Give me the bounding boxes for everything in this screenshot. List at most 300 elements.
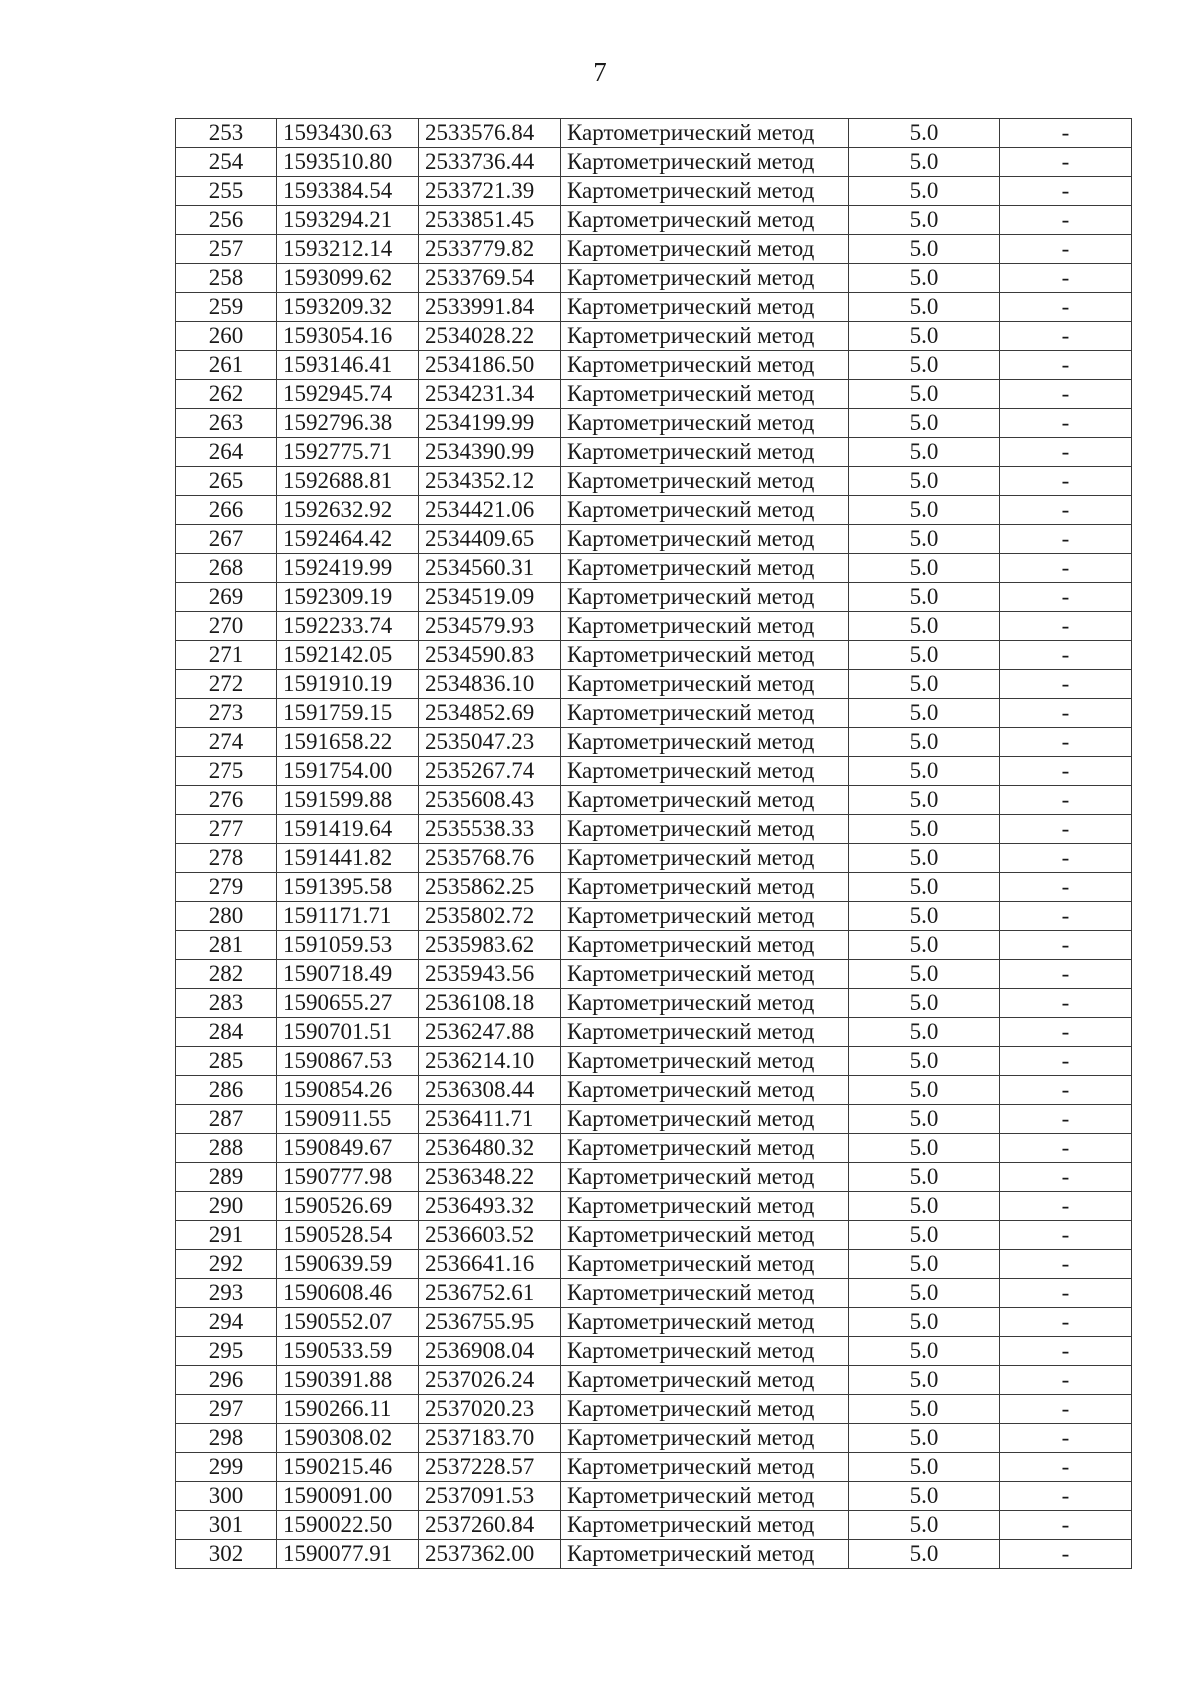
coordinate-x-cell: 1591171.71 bbox=[277, 902, 419, 931]
point-number-cell: 291 bbox=[176, 1221, 277, 1250]
method-cell: Картометрический метод bbox=[561, 322, 849, 351]
coordinate-x-cell: 1590608.46 bbox=[277, 1279, 419, 1308]
method-cell: Картометрический метод bbox=[561, 1163, 849, 1192]
method-cell: Картометрический метод bbox=[561, 438, 849, 467]
table-row bbox=[176, 409, 1132, 438]
description-cell: - bbox=[1000, 1395, 1132, 1424]
coordinate-y-cell: 2537026.24 bbox=[419, 1366, 561, 1395]
description-cell: - bbox=[1000, 1453, 1132, 1482]
accuracy-cell: 5.0 bbox=[849, 235, 1000, 264]
method-cell: Картометрический метод bbox=[561, 467, 849, 496]
point-number-cell: 298 bbox=[176, 1424, 277, 1453]
point-number-cell: 268 bbox=[176, 554, 277, 583]
coordinate-x-cell: 1593510.80 bbox=[277, 148, 419, 177]
accuracy-cell: 5.0 bbox=[849, 670, 1000, 699]
method-cell: Картометрический метод bbox=[561, 1366, 849, 1395]
point-number-cell: 256 bbox=[176, 206, 277, 235]
accuracy-cell: 5.0 bbox=[849, 1047, 1000, 1076]
method-cell: Картометрический метод bbox=[561, 496, 849, 525]
coordinate-y-cell: 2535047.23 bbox=[419, 728, 561, 757]
coordinate-x-cell: 1592142.05 bbox=[277, 641, 419, 670]
coordinate-x-cell: 1590526.69 bbox=[277, 1192, 419, 1221]
coordinate-x-cell: 1593212.14 bbox=[277, 235, 419, 264]
accuracy-cell: 5.0 bbox=[849, 119, 1000, 148]
method-cell: Картометрический метод bbox=[561, 989, 849, 1018]
coordinate-x-cell: 1590091.00 bbox=[277, 1482, 419, 1511]
description-cell: - bbox=[1000, 1250, 1132, 1279]
method-cell: Картометрический метод bbox=[561, 1105, 849, 1134]
point-number-cell: 267 bbox=[176, 525, 277, 554]
coordinate-x-cell: 1591395.58 bbox=[277, 873, 419, 902]
coordinate-x-cell: 1591759.15 bbox=[277, 699, 419, 728]
description-cell: - bbox=[1000, 177, 1132, 206]
accuracy-cell: 5.0 bbox=[849, 1395, 1000, 1424]
point-number-cell: 254 bbox=[176, 148, 277, 177]
coordinate-x-cell: 1590552.07 bbox=[277, 1308, 419, 1337]
point-number-cell: 302 bbox=[176, 1540, 277, 1569]
table-row bbox=[176, 525, 1132, 554]
point-number-cell: 296 bbox=[176, 1366, 277, 1395]
method-cell: Картометрический метод bbox=[561, 1308, 849, 1337]
method-cell: Картометрический метод bbox=[561, 409, 849, 438]
table-row bbox=[176, 1105, 1132, 1134]
method-cell: Картометрический метод bbox=[561, 1076, 849, 1105]
method-cell: Картометрический метод bbox=[561, 699, 849, 728]
table-row bbox=[176, 989, 1132, 1018]
accuracy-cell: 5.0 bbox=[849, 1366, 1000, 1395]
coordinate-y-cell: 2536493.32 bbox=[419, 1192, 561, 1221]
coordinate-y-cell: 2533721.39 bbox=[419, 177, 561, 206]
point-number-cell: 266 bbox=[176, 496, 277, 525]
accuracy-cell: 5.0 bbox=[849, 1163, 1000, 1192]
accuracy-cell: 5.0 bbox=[849, 1250, 1000, 1279]
accuracy-cell: 5.0 bbox=[849, 1308, 1000, 1337]
coordinate-y-cell: 2536752.61 bbox=[419, 1279, 561, 1308]
coordinate-y-cell: 2534852.69 bbox=[419, 699, 561, 728]
accuracy-cell: 5.0 bbox=[849, 583, 1000, 612]
method-cell: Картометрический метод bbox=[561, 351, 849, 380]
page-number: 7 bbox=[593, 57, 607, 87]
point-number-cell: 287 bbox=[176, 1105, 277, 1134]
description-cell: - bbox=[1000, 844, 1132, 873]
coordinates-table-body bbox=[176, 119, 1132, 1569]
description-cell: - bbox=[1000, 1163, 1132, 1192]
point-number-cell: 258 bbox=[176, 264, 277, 293]
description-cell: - bbox=[1000, 1134, 1132, 1163]
method-cell: Картометрический метод bbox=[561, 1047, 849, 1076]
accuracy-cell: 5.0 bbox=[849, 293, 1000, 322]
method-cell: Картометрический метод bbox=[561, 235, 849, 264]
table-row bbox=[176, 1221, 1132, 1250]
coordinate-x-cell: 1591599.88 bbox=[277, 786, 419, 815]
coordinate-y-cell: 2537183.70 bbox=[419, 1424, 561, 1453]
point-number-cell: 279 bbox=[176, 873, 277, 902]
coordinate-x-cell: 1590655.27 bbox=[277, 989, 419, 1018]
table-row bbox=[176, 873, 1132, 902]
point-number-cell: 277 bbox=[176, 815, 277, 844]
accuracy-cell: 5.0 bbox=[849, 467, 1000, 496]
table-row bbox=[176, 1047, 1132, 1076]
coordinate-y-cell: 2536755.95 bbox=[419, 1308, 561, 1337]
description-cell: - bbox=[1000, 438, 1132, 467]
point-number-cell: 289 bbox=[176, 1163, 277, 1192]
coordinate-x-cell: 1590077.91 bbox=[277, 1540, 419, 1569]
table-row bbox=[176, 612, 1132, 641]
coordinate-y-cell: 2534560.31 bbox=[419, 554, 561, 583]
method-cell: Картометрический метод bbox=[561, 293, 849, 322]
table-row bbox=[176, 438, 1132, 467]
accuracy-cell: 5.0 bbox=[849, 989, 1000, 1018]
accuracy-cell: 5.0 bbox=[849, 525, 1000, 554]
coordinate-x-cell: 1590854.26 bbox=[277, 1076, 419, 1105]
accuracy-cell: 5.0 bbox=[849, 641, 1000, 670]
coordinate-y-cell: 2536308.44 bbox=[419, 1076, 561, 1105]
accuracy-cell: 5.0 bbox=[849, 1482, 1000, 1511]
coordinate-y-cell: 2536641.16 bbox=[419, 1250, 561, 1279]
coordinate-y-cell: 2534836.10 bbox=[419, 670, 561, 699]
method-cell: Картометрический метод bbox=[561, 583, 849, 612]
coordinate-y-cell: 2534590.83 bbox=[419, 641, 561, 670]
accuracy-cell: 5.0 bbox=[849, 1076, 1000, 1105]
point-number-cell: 292 bbox=[176, 1250, 277, 1279]
coordinate-x-cell: 1590215.46 bbox=[277, 1453, 419, 1482]
description-cell: - bbox=[1000, 235, 1132, 264]
accuracy-cell: 5.0 bbox=[849, 873, 1000, 902]
point-number-cell: 294 bbox=[176, 1308, 277, 1337]
coordinate-x-cell: 1592419.99 bbox=[277, 554, 419, 583]
point-number-cell: 293 bbox=[176, 1279, 277, 1308]
accuracy-cell: 5.0 bbox=[849, 728, 1000, 757]
table-row bbox=[176, 380, 1132, 409]
coordinate-y-cell: 2537260.84 bbox=[419, 1511, 561, 1540]
method-cell: Картометрический метод bbox=[561, 177, 849, 206]
accuracy-cell: 5.0 bbox=[849, 1540, 1000, 1569]
accuracy-cell: 5.0 bbox=[849, 496, 1000, 525]
coordinate-x-cell: 1593054.16 bbox=[277, 322, 419, 351]
description-cell: - bbox=[1000, 989, 1132, 1018]
table-row bbox=[176, 844, 1132, 873]
method-cell: Картометрический метод bbox=[561, 1511, 849, 1540]
table-row bbox=[176, 1540, 1132, 1569]
accuracy-cell: 5.0 bbox=[849, 699, 1000, 728]
coordinate-x-cell: 1591059.53 bbox=[277, 931, 419, 960]
coordinate-x-cell: 1591658.22 bbox=[277, 728, 419, 757]
description-cell: - bbox=[1000, 583, 1132, 612]
method-cell: Картометрический метод bbox=[561, 119, 849, 148]
description-cell: - bbox=[1000, 670, 1132, 699]
coordinate-x-cell: 1590391.88 bbox=[277, 1366, 419, 1395]
description-cell: - bbox=[1000, 815, 1132, 844]
coordinate-y-cell: 2533769.54 bbox=[419, 264, 561, 293]
coordinate-y-cell: 2536108.18 bbox=[419, 989, 561, 1018]
method-cell: Картометрический метод bbox=[561, 757, 849, 786]
table-row bbox=[176, 1279, 1132, 1308]
method-cell: Картометрический метод bbox=[561, 1221, 849, 1250]
point-number-cell: 282 bbox=[176, 960, 277, 989]
method-cell: Картометрический метод bbox=[561, 380, 849, 409]
coordinate-y-cell: 2534352.12 bbox=[419, 467, 561, 496]
point-number-cell: 255 bbox=[176, 177, 277, 206]
description-cell: - bbox=[1000, 1540, 1132, 1569]
method-cell: Картометрический метод bbox=[561, 1540, 849, 1569]
description-cell: - bbox=[1000, 148, 1132, 177]
coordinate-y-cell: 2533991.84 bbox=[419, 293, 561, 322]
table-row bbox=[176, 1192, 1132, 1221]
method-cell: Картометрический метод bbox=[561, 1250, 849, 1279]
method-cell: Картометрический метод bbox=[561, 960, 849, 989]
accuracy-cell: 5.0 bbox=[849, 177, 1000, 206]
description-cell: - bbox=[1000, 873, 1132, 902]
point-number-cell: 300 bbox=[176, 1482, 277, 1511]
accuracy-cell: 5.0 bbox=[849, 438, 1000, 467]
table-row bbox=[176, 322, 1132, 351]
coordinate-x-cell: 1593384.54 bbox=[277, 177, 419, 206]
description-cell: - bbox=[1000, 293, 1132, 322]
method-cell: Картометрический метод bbox=[561, 1279, 849, 1308]
coordinate-y-cell: 2536214.10 bbox=[419, 1047, 561, 1076]
accuracy-cell: 5.0 bbox=[849, 786, 1000, 815]
point-number-cell: 261 bbox=[176, 351, 277, 380]
table-row bbox=[176, 1076, 1132, 1105]
point-number-cell: 288 bbox=[176, 1134, 277, 1163]
table-row bbox=[176, 1018, 1132, 1047]
table-row bbox=[176, 815, 1132, 844]
accuracy-cell: 5.0 bbox=[849, 1192, 1000, 1221]
accuracy-cell: 5.0 bbox=[849, 1424, 1000, 1453]
coordinate-x-cell: 1591754.00 bbox=[277, 757, 419, 786]
coordinate-y-cell: 2536348.22 bbox=[419, 1163, 561, 1192]
description-cell: - bbox=[1000, 1221, 1132, 1250]
table-row bbox=[176, 960, 1132, 989]
description-cell: - bbox=[1000, 409, 1132, 438]
coordinate-y-cell: 2534186.50 bbox=[419, 351, 561, 380]
coordinate-x-cell: 1591441.82 bbox=[277, 844, 419, 873]
description-cell: - bbox=[1000, 699, 1132, 728]
coordinate-y-cell: 2534519.09 bbox=[419, 583, 561, 612]
accuracy-cell: 5.0 bbox=[849, 844, 1000, 873]
point-number-cell: 290 bbox=[176, 1192, 277, 1221]
description-cell: - bbox=[1000, 380, 1132, 409]
coordinate-x-cell: 1590266.11 bbox=[277, 1395, 419, 1424]
table-row bbox=[176, 264, 1132, 293]
coordinate-x-cell: 1591910.19 bbox=[277, 670, 419, 699]
coordinate-x-cell: 1593294.21 bbox=[277, 206, 419, 235]
description-cell: - bbox=[1000, 757, 1132, 786]
coordinate-y-cell: 2537228.57 bbox=[419, 1453, 561, 1482]
point-number-cell: 253 bbox=[176, 119, 277, 148]
method-cell: Картометрический метод bbox=[561, 264, 849, 293]
point-number-cell: 262 bbox=[176, 380, 277, 409]
coordinate-x-cell: 1590849.67 bbox=[277, 1134, 419, 1163]
description-cell: - bbox=[1000, 612, 1132, 641]
table-row bbox=[176, 1163, 1132, 1192]
coordinates-table bbox=[175, 118, 1132, 1569]
point-number-cell: 273 bbox=[176, 699, 277, 728]
method-cell: Картометрический метод bbox=[561, 873, 849, 902]
accuracy-cell: 5.0 bbox=[849, 1105, 1000, 1134]
coordinate-x-cell: 1590639.59 bbox=[277, 1250, 419, 1279]
accuracy-cell: 5.0 bbox=[849, 1018, 1000, 1047]
coordinate-y-cell: 2536908.04 bbox=[419, 1337, 561, 1366]
point-number-cell: 280 bbox=[176, 902, 277, 931]
coordinate-x-cell: 1592309.19 bbox=[277, 583, 419, 612]
method-cell: Картометрический метод bbox=[561, 1453, 849, 1482]
method-cell: Картометрический метод bbox=[561, 1424, 849, 1453]
accuracy-cell: 5.0 bbox=[849, 1279, 1000, 1308]
point-number-cell: 299 bbox=[176, 1453, 277, 1482]
coordinate-y-cell: 2537362.00 bbox=[419, 1540, 561, 1569]
method-cell: Картометрический метод bbox=[561, 525, 849, 554]
description-cell: - bbox=[1000, 1308, 1132, 1337]
coordinate-x-cell: 1593099.62 bbox=[277, 264, 419, 293]
table-row bbox=[176, 177, 1132, 206]
description-cell: - bbox=[1000, 960, 1132, 989]
table-row bbox=[176, 206, 1132, 235]
coordinate-x-cell: 1590528.54 bbox=[277, 1221, 419, 1250]
coordinate-y-cell: 2535943.56 bbox=[419, 960, 561, 989]
method-cell: Картометрический метод bbox=[561, 1395, 849, 1424]
coordinate-x-cell: 1590308.02 bbox=[277, 1424, 419, 1453]
table-row bbox=[176, 1366, 1132, 1395]
description-cell: - bbox=[1000, 467, 1132, 496]
coordinate-y-cell: 2535267.74 bbox=[419, 757, 561, 786]
point-number-cell: 269 bbox=[176, 583, 277, 612]
coordinate-y-cell: 2534390.99 bbox=[419, 438, 561, 467]
coordinate-y-cell: 2536411.71 bbox=[419, 1105, 561, 1134]
coordinate-x-cell: 1593146.41 bbox=[277, 351, 419, 380]
point-number-cell: 265 bbox=[176, 467, 277, 496]
method-cell: Картометрический метод bbox=[561, 1134, 849, 1163]
method-cell: Картометрический метод bbox=[561, 670, 849, 699]
table-row bbox=[176, 931, 1132, 960]
table-row bbox=[176, 1308, 1132, 1337]
table-row bbox=[176, 119, 1132, 148]
point-number-cell: 271 bbox=[176, 641, 277, 670]
coordinate-x-cell: 1593430.63 bbox=[277, 119, 419, 148]
coordinate-y-cell: 2534579.93 bbox=[419, 612, 561, 641]
table-row bbox=[176, 1134, 1132, 1163]
description-cell: - bbox=[1000, 1192, 1132, 1221]
coordinate-x-cell: 1590701.51 bbox=[277, 1018, 419, 1047]
point-number-cell: 260 bbox=[176, 322, 277, 351]
accuracy-cell: 5.0 bbox=[849, 264, 1000, 293]
accuracy-cell: 5.0 bbox=[849, 612, 1000, 641]
description-cell: - bbox=[1000, 1018, 1132, 1047]
coordinate-x-cell: 1592464.42 bbox=[277, 525, 419, 554]
point-number-cell: 301 bbox=[176, 1511, 277, 1540]
accuracy-cell: 5.0 bbox=[849, 351, 1000, 380]
point-number-cell: 274 bbox=[176, 728, 277, 757]
coordinate-x-cell: 1590867.53 bbox=[277, 1047, 419, 1076]
coordinate-x-cell: 1590911.55 bbox=[277, 1105, 419, 1134]
coordinate-y-cell: 2535802.72 bbox=[419, 902, 561, 931]
coordinate-y-cell: 2534231.34 bbox=[419, 380, 561, 409]
table-row bbox=[176, 554, 1132, 583]
coordinate-y-cell: 2537020.23 bbox=[419, 1395, 561, 1424]
point-number-cell: 263 bbox=[176, 409, 277, 438]
point-number-cell: 257 bbox=[176, 235, 277, 264]
table-row bbox=[176, 351, 1132, 380]
coordinate-y-cell: 2534199.99 bbox=[419, 409, 561, 438]
point-number-cell: 297 bbox=[176, 1395, 277, 1424]
description-cell: - bbox=[1000, 1511, 1132, 1540]
description-cell: - bbox=[1000, 1076, 1132, 1105]
coordinate-y-cell: 2535768.76 bbox=[419, 844, 561, 873]
point-number-cell: 264 bbox=[176, 438, 277, 467]
description-cell: - bbox=[1000, 322, 1132, 351]
method-cell: Картометрический метод bbox=[561, 1192, 849, 1221]
coordinate-y-cell: 2534421.06 bbox=[419, 496, 561, 525]
description-cell: - bbox=[1000, 525, 1132, 554]
accuracy-cell: 5.0 bbox=[849, 206, 1000, 235]
table-row bbox=[176, 1337, 1132, 1366]
table-row bbox=[176, 496, 1132, 525]
coordinate-x-cell: 1590718.49 bbox=[277, 960, 419, 989]
table-row bbox=[176, 1395, 1132, 1424]
table-row bbox=[176, 1424, 1132, 1453]
coordinate-x-cell: 1592688.81 bbox=[277, 467, 419, 496]
coordinate-y-cell: 2536603.52 bbox=[419, 1221, 561, 1250]
coordinate-y-cell: 2533576.84 bbox=[419, 119, 561, 148]
coordinate-y-cell: 2536480.32 bbox=[419, 1134, 561, 1163]
accuracy-cell: 5.0 bbox=[849, 815, 1000, 844]
point-number-cell: 285 bbox=[176, 1047, 277, 1076]
description-cell: - bbox=[1000, 1366, 1132, 1395]
table-row bbox=[176, 757, 1132, 786]
coordinate-x-cell: 1590777.98 bbox=[277, 1163, 419, 1192]
table-row bbox=[176, 670, 1132, 699]
method-cell: Картометрический метод bbox=[561, 148, 849, 177]
coordinate-y-cell: 2535538.33 bbox=[419, 815, 561, 844]
method-cell: Картометрический метод bbox=[561, 844, 849, 873]
description-cell: - bbox=[1000, 641, 1132, 670]
table-row bbox=[176, 467, 1132, 496]
coordinate-y-cell: 2534028.22 bbox=[419, 322, 561, 351]
accuracy-cell: 5.0 bbox=[849, 554, 1000, 583]
table-row bbox=[176, 1453, 1132, 1482]
description-cell: - bbox=[1000, 119, 1132, 148]
accuracy-cell: 5.0 bbox=[849, 148, 1000, 177]
point-number-cell: 278 bbox=[176, 844, 277, 873]
method-cell: Картометрический метод bbox=[561, 902, 849, 931]
method-cell: Картометрический метод bbox=[561, 1482, 849, 1511]
point-number-cell: 270 bbox=[176, 612, 277, 641]
method-cell: Картометрический метод bbox=[561, 1018, 849, 1047]
coordinate-x-cell: 1592945.74 bbox=[277, 380, 419, 409]
method-cell: Картометрический метод bbox=[561, 206, 849, 235]
table-row bbox=[176, 148, 1132, 177]
table-row bbox=[176, 293, 1132, 322]
table-row bbox=[176, 699, 1132, 728]
method-cell: Картометрический метод bbox=[561, 931, 849, 960]
table-row bbox=[176, 1511, 1132, 1540]
accuracy-cell: 5.0 bbox=[849, 931, 1000, 960]
description-cell: - bbox=[1000, 1482, 1132, 1511]
description-cell: - bbox=[1000, 902, 1132, 931]
description-cell: - bbox=[1000, 931, 1132, 960]
table-row bbox=[176, 583, 1132, 612]
coordinate-x-cell: 1592796.38 bbox=[277, 409, 419, 438]
accuracy-cell: 5.0 bbox=[849, 1453, 1000, 1482]
coordinate-x-cell: 1591419.64 bbox=[277, 815, 419, 844]
point-number-cell: 276 bbox=[176, 786, 277, 815]
description-cell: - bbox=[1000, 206, 1132, 235]
coordinate-x-cell: 1592632.92 bbox=[277, 496, 419, 525]
method-cell: Картометрический метод bbox=[561, 612, 849, 641]
point-number-cell: 259 bbox=[176, 293, 277, 322]
accuracy-cell: 5.0 bbox=[849, 902, 1000, 931]
table-row bbox=[176, 641, 1132, 670]
